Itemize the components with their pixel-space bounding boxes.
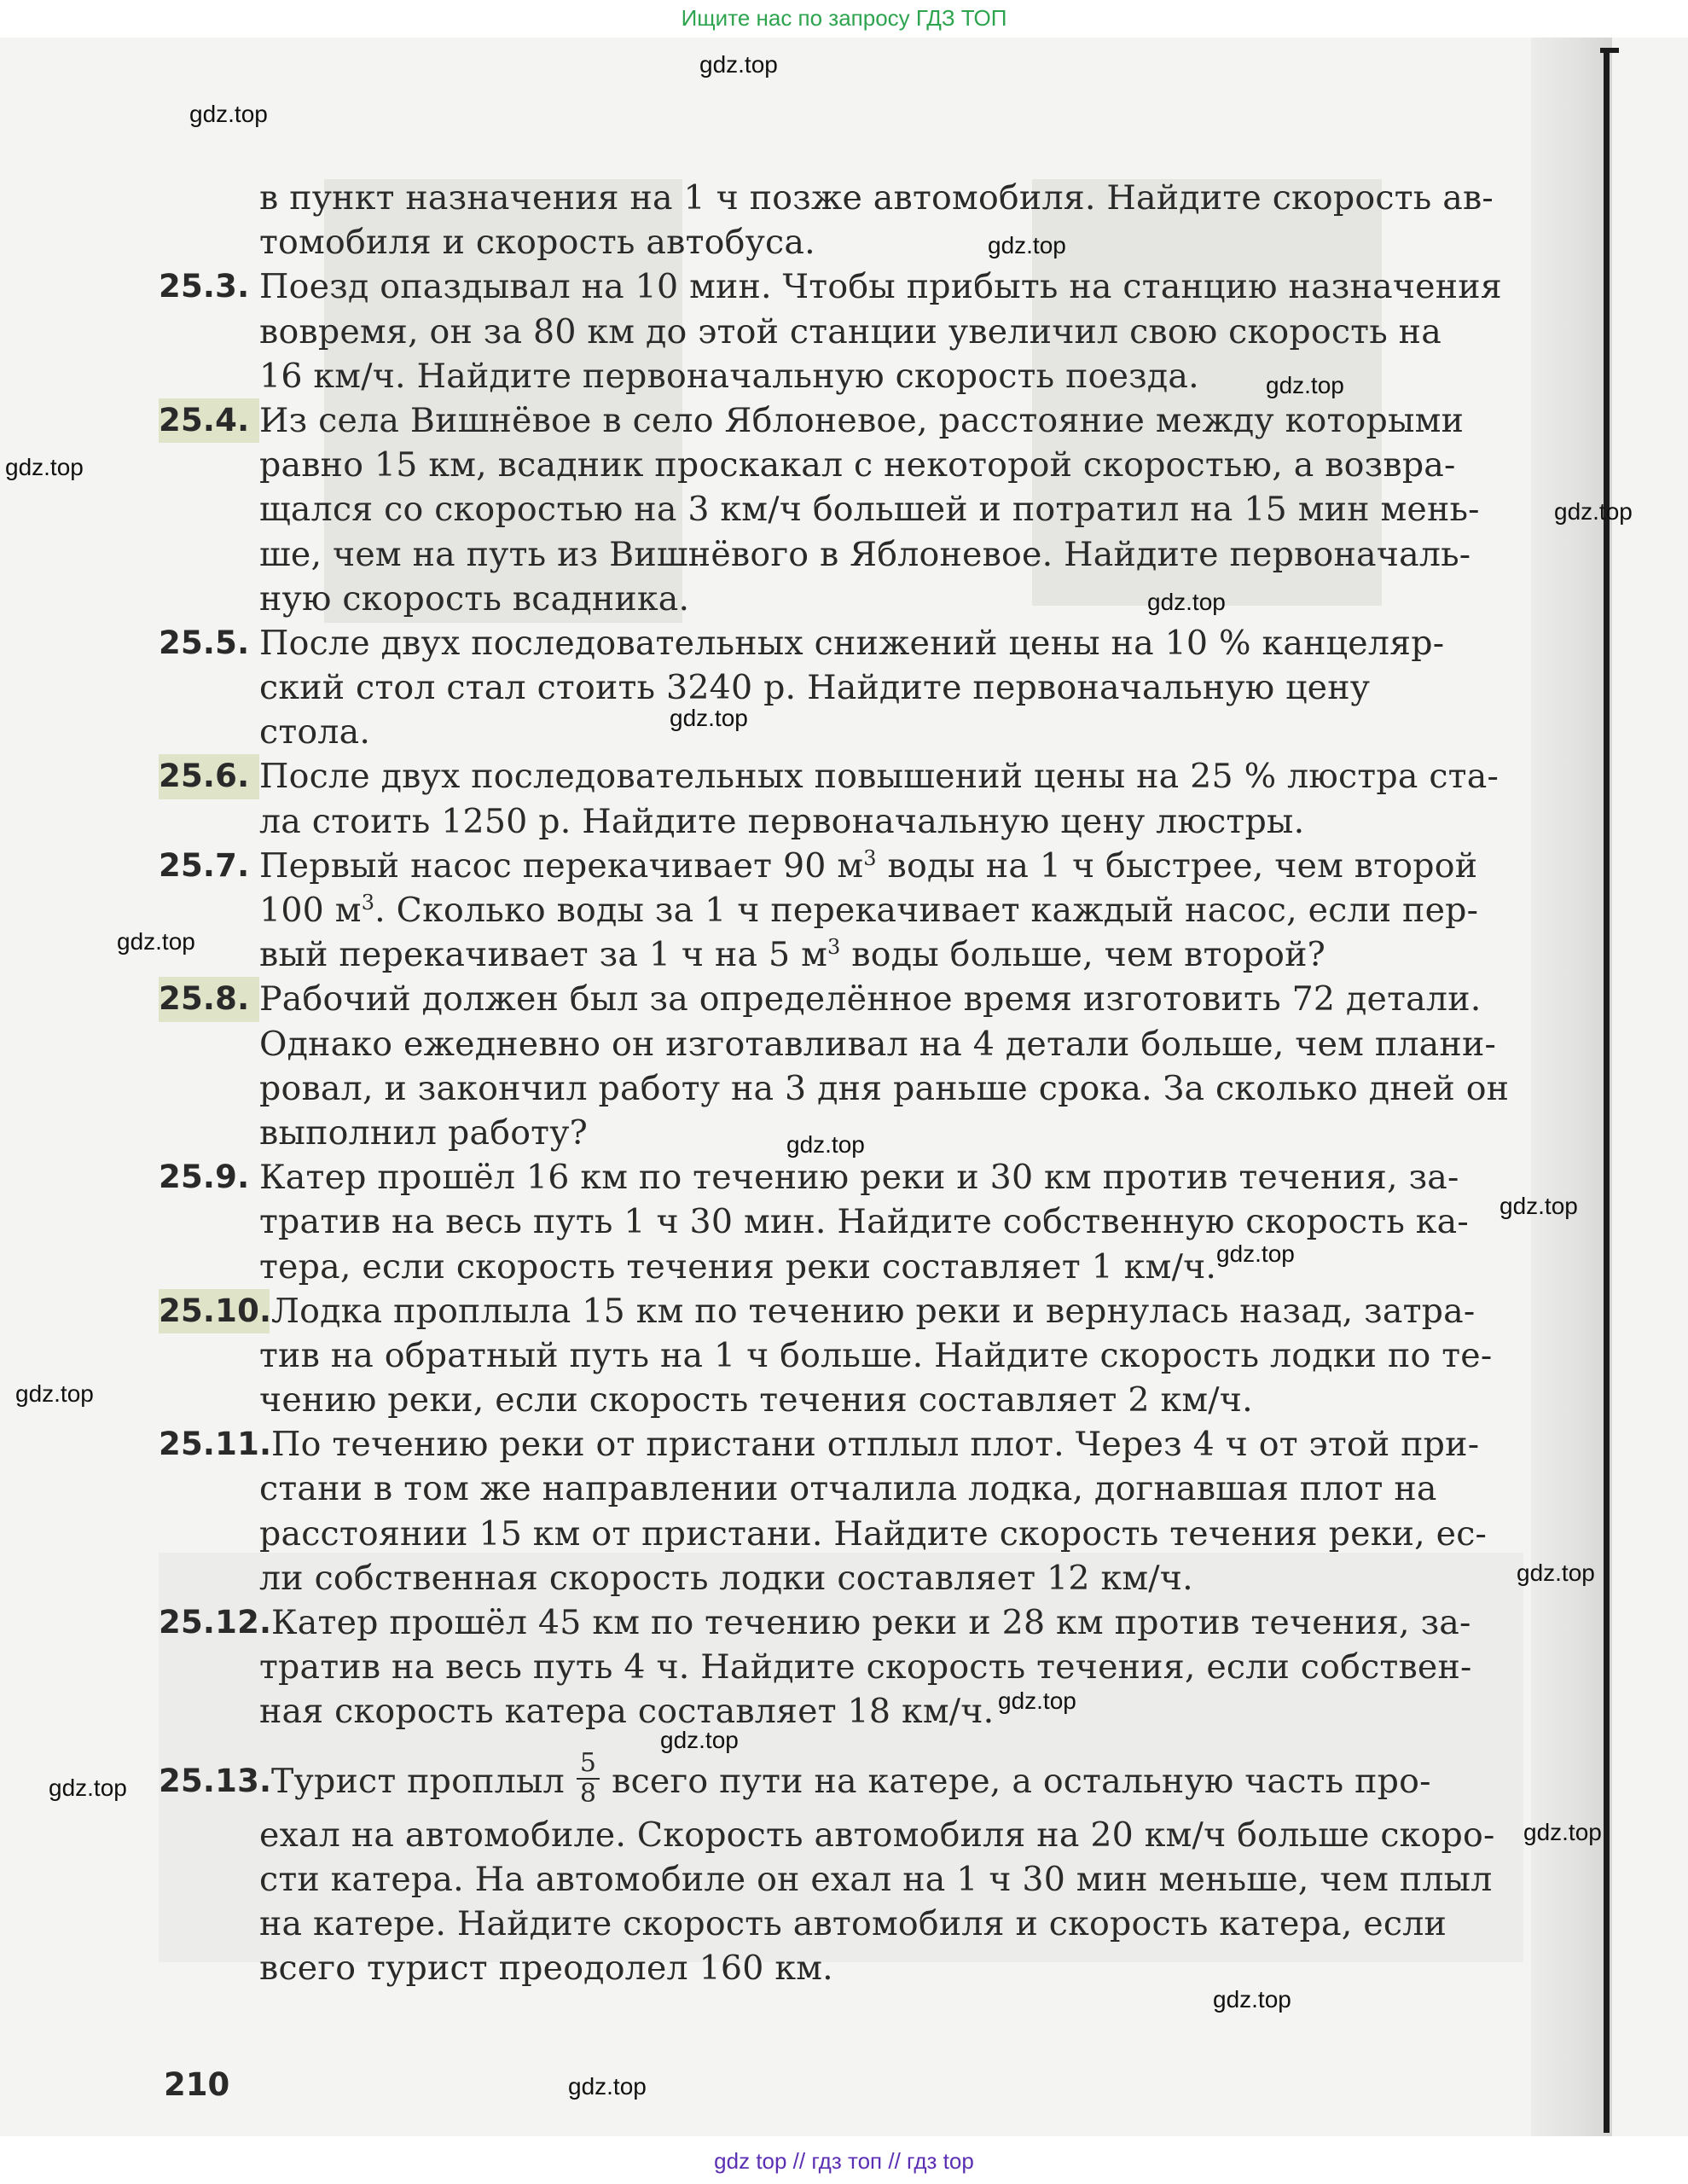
problem-line: равно 15 км, всадник проскакал с некоторой скоростью, а возвра- [259,445,1456,485]
problem-number: 25.10. [159,1289,270,1333]
problem-number: 25.13. [159,1762,272,1799]
page-edge-hook [1600,48,1619,53]
footer-links[interactable]: gdz top // гдз топ // гдз top [714,2148,974,2174]
watermark: gdz.top [1213,1986,1291,2013]
problem-line: ровал, и закончил работу на 3 дня раньше срока. За сколько дней он [259,1068,1510,1108]
watermark: gdz.top [117,928,195,955]
problem-line: стола. [259,712,371,752]
problem-line: Однако ежедневно он изготавливал на 4 детали больше, чем плани- [259,1024,1497,1064]
problem-line: ехал на автомобиле. Скорость автомобиля на 20 км/ч больше скоро- [259,1815,1495,1855]
watermark: gdz.top [786,1131,865,1158]
problem-list [159,176,1510,1990]
problem-line: выполнил работу? [259,1112,589,1153]
problem-line: тив на обратный путь на 1 ч больше. Найдите скорость лодки по те- [259,1335,1493,1375]
problem-line: вовремя, он за 80 км до этой станции увеличил свою скорость на [259,311,1441,351]
problem-line: тратив на весь путь 1 ч 30 мин. Найдите собственную скорость ка- [259,1202,1469,1242]
problem-line: 16 км/ч. Найдите первоначальную скорость поезда. [259,356,1199,396]
problem-number: 25.8. [159,977,259,1021]
watermark: gdz.top [1147,589,1226,615]
watermark: gdz.top [5,454,84,480]
watermark: gdz.top [189,101,268,127]
problem-25-4: 25.4. Из села Вишнёвое в село Яблоневое, расстояние между которыми [159,398,1489,443]
problem-25-10: 25.10. Лодка проплыла 15 км по течению реки и вернулась назад, затра- [159,1289,1489,1333]
problem-25-13: 25.13. Турист проплыл $\frac{5}{8}$ всего пути на катере, а остальную часть про- [159,1750,1489,1813]
watermark: gdz.top [998,1687,1076,1714]
problem-number: 25.4. [159,398,259,443]
watermark: gdz.top [699,51,778,78]
problem-number: 25.9. [159,1159,250,1196]
problem-line: ский стол стал стоить 3240 р. Найдите первоначальную цену [259,668,1371,708]
problem-line: щался со скоростью на 3 км/ч большей и потратил на 15 мин мень- [259,490,1480,530]
watermark: gdz.top [670,705,748,731]
problem-line: расстоянии 15 км от пристани. Найдите скорость течения реки, ес- [259,1513,1488,1554]
promo-banner[interactable]: Ищите нас по запросу ГДЗ ТОП [681,5,1007,31]
problem-line: тратив на весь путь 4 ч. Найдите скорость течения, если собствен- [259,1647,1472,1687]
problem-25-12: 25.12. Катер прошёл 45 км по течению реки и 28 км против течения, за- [159,1600,1489,1645]
page-number: 210 [164,2066,230,2103]
problem-line: ную скорость всадника. [259,578,690,619]
problem-number: 25.11. [159,1426,272,1463]
problem-line: ная скорость катера составляет 18 км/ч. [259,1692,995,1732]
problem-number: 25.5. [159,624,250,661]
problem-line: на катере. Найдите скорость автомобиля и скорость катера, если [259,1903,1447,1943]
page-edge [1604,48,1610,2133]
fraction: $\frac{5}{8}$ [577,1749,600,1809]
problem-number: 25.6. [159,754,259,799]
watermark: gdz.top [1216,1240,1295,1267]
watermark: gdz.top [1517,1560,1595,1586]
watermark: gdz.top [1499,1193,1578,1219]
problem-25-3: 25.3. Поезд опаздывал на 10 мин. Чтобы прибыть на станцию назначения [159,264,1489,309]
problem-25-5: 25.5. После двух последовательных снижений цены на 10 % канцеляр- [159,621,1489,665]
problem-number: 25.7. [159,846,250,884]
problem-line: в пункт назначения на 1 ч позже автомобиля. Найдите скорость ав- [259,178,1494,218]
problem-line: сти катера. На автомобиле он ехал на 1 ч 30 мин меньше, чем плыл [259,1859,1493,1899]
problem-25-11: 25.11. По течению реки от пристани отплыл плот. Через 4 ч от этой при- [159,1422,1489,1467]
problem-line: стани в том же направлении отчалила лодка, догнавшая плот на [259,1469,1437,1509]
problem-line: вый перекачивает за 1 ч на 5 $м^3$ воды больше, чем второй? [259,935,1325,975]
problem-number: 25.12. [159,1604,272,1641]
problem-number: 25.3. [159,268,250,305]
problem-line: чению реки, если скорость течения составляет 2 км/ч. [259,1380,1253,1420]
problem-line: томобиля и скорость автобуса. [259,223,815,263]
watermark: gdz.top [568,2073,647,2100]
watermark: gdz.top [1554,498,1633,525]
watermark: gdz.top [660,1727,739,1753]
problem-25-9: 25.9. Катер прошёл 16 км по течению реки и 30 км против течения, за- [159,1155,1489,1199]
problem-line: ли собственная скорость лодки составляет 12 км/ч. [259,1558,1193,1598]
watermark: gdz.top [49,1774,127,1801]
problem-line: 100 $м^3$. Сколько воды за 1 ч перекачивает каждый насос, если пер- [259,890,1479,930]
problem-25-7: 25.7. Первый насос перекачивает 90 $м^3$ воды на 1 ч быстрее, чем второй [159,844,1489,888]
problem-line: тера, если скорость течения реки составляет 1 км/ч. [259,1246,1217,1287]
problem-25-6: 25.6. После двух последовательных повышений цены на 25 % люстра ста- [159,754,1489,799]
problem-line: всего турист преодолел 160 км. [259,1949,833,1989]
watermark: gdz.top [1523,1819,1602,1845]
watermark: gdz.top [988,232,1066,258]
watermark: gdz.top [15,1380,94,1407]
problem-line: ше, чем на путь из Вишнёвого в Яблоневое. Найдите первоначаль- [259,534,1471,574]
problem-25-8: 25.8. Рабочий должен был за определённое время изготовить 72 детали. [159,977,1489,1021]
problem-line: ла стоить 1250 р. Найдите первоначальную цену люстры. [259,801,1305,841]
watermark: gdz.top [1266,372,1344,398]
